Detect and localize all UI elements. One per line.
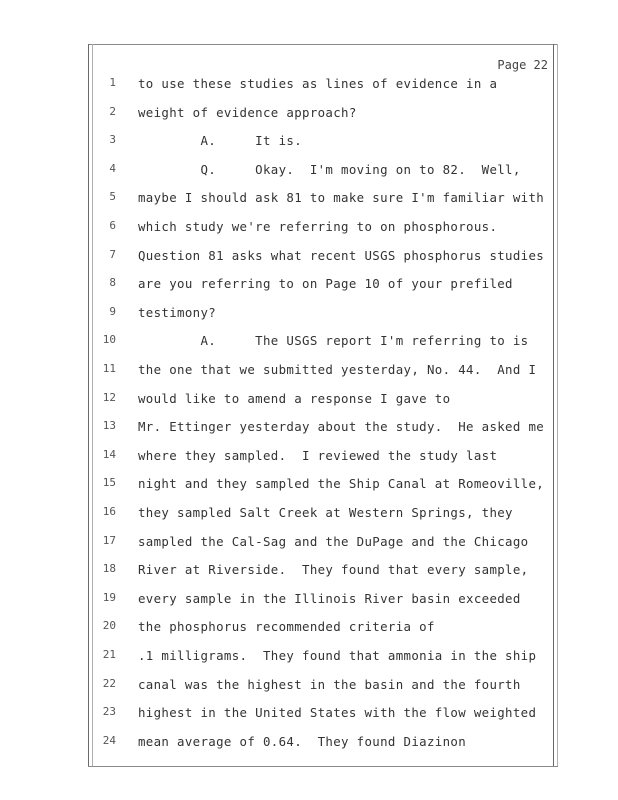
transcript-line (0, 360, 618, 388)
line-number: 11 (102, 362, 116, 375)
transcript-line (0, 474, 618, 502)
line-number: 24 (102, 733, 116, 747)
line-number: 5 (109, 190, 116, 204)
line-text: where they sampled. I reviewed the study last (138, 447, 498, 463)
line-text: are you referring to on Page 10 of your prefiled (138, 276, 513, 292)
transcript-line (0, 160, 618, 188)
line-number: 3 (109, 133, 116, 147)
line-number: 4 (109, 161, 116, 175)
transcript-line (0, 732, 618, 760)
line-text: weight of evidence approach? (138, 104, 357, 120)
line-number: 18 (102, 562, 116, 576)
line-number: 7 (109, 247, 116, 261)
line-number: 21 (102, 648, 116, 661)
line-text: testimony? (138, 304, 217, 320)
line-text: would like to amend a response I gave to (138, 390, 451, 406)
line-number: 2 (109, 104, 116, 118)
transcript-line (0, 560, 618, 588)
line-text: canal was the highest in the basin and the fourth (138, 676, 521, 692)
line-text: night and they sampled the Ship Canal at Romeoville, (138, 476, 545, 492)
transcript-line (0, 646, 618, 674)
line-number: 10 (102, 333, 116, 347)
line-number: 6 (109, 219, 116, 232)
page-number-label: Page 22 (497, 58, 548, 72)
line-number: 20 (102, 619, 116, 633)
line-text: maybe I should ask 81 to make sure I'm familiar with (138, 190, 545, 206)
transcript-line (0, 446, 618, 474)
line-number: 19 (102, 590, 116, 604)
transcript-line (0, 217, 618, 245)
line-number: 22 (102, 676, 116, 690)
line-text: highest in the United States with the flow weighted (138, 705, 537, 721)
transcript-line (0, 188, 618, 216)
page-border-top (88, 44, 558, 45)
line-text: every sample in the Illinois River basin exceeded (138, 590, 521, 606)
transcript-line (0, 331, 618, 359)
transcript-line (0, 589, 618, 617)
line-text: they sampled Salt Creek at Western Springs, they (138, 505, 513, 520)
line-text: Question 81 asks what recent USGS phosphorus studies (138, 247, 545, 263)
line-number: 14 (102, 447, 116, 461)
line-number: 23 (102, 705, 116, 719)
line-text: the phosphorus recommended criteria of (138, 619, 435, 635)
page-border-bottom (88, 766, 558, 767)
transcript-line (0, 74, 618, 102)
line-number: 9 (109, 304, 116, 318)
transcript-line (0, 417, 618, 445)
line-number: 15 (102, 476, 116, 490)
line-number: 17 (102, 533, 116, 547)
line-text: mean average of 0.64. They found Diazinon (138, 733, 467, 749)
transcript-line (0, 274, 618, 302)
line-text: the one that we submitted yesterday, No. 44. And I (138, 362, 537, 377)
line-text: .1 milligrams. They found that ammonia in the ship (138, 648, 537, 663)
line-number: 13 (102, 419, 116, 433)
line-number: 16 (102, 505, 116, 518)
line-text: A. It is. (138, 133, 303, 149)
transcript-line (0, 389, 618, 417)
line-number: 12 (102, 390, 116, 404)
line-number: 8 (109, 276, 116, 290)
line-text: Mr. Ettinger yesterday about the study. He asked me (138, 419, 545, 435)
transcript-line (0, 303, 618, 331)
transcript-line (0, 703, 618, 731)
transcript-line (0, 617, 618, 645)
line-text: River at Riverside. They found that every sample, (138, 562, 529, 578)
transcript-line (0, 503, 618, 531)
transcript-line (0, 246, 618, 274)
line-text: A. The USGS report I'm referring to is (138, 333, 529, 349)
transcript-line (0, 131, 618, 159)
transcript-line (0, 675, 618, 703)
line-text: sampled the Cal-Sag and the DuPage and the Chicago (138, 533, 529, 549)
line-text: to use these studies as lines of evidence in a (138, 76, 498, 91)
line-text: which study we're referring to on phosphorous. (138, 219, 498, 234)
transcript-line (0, 532, 618, 560)
line-text: Q. Okay. I'm moving on to 82. Well, (138, 161, 521, 177)
transcript-line (0, 103, 618, 131)
line-number: 1 (109, 76, 116, 89)
